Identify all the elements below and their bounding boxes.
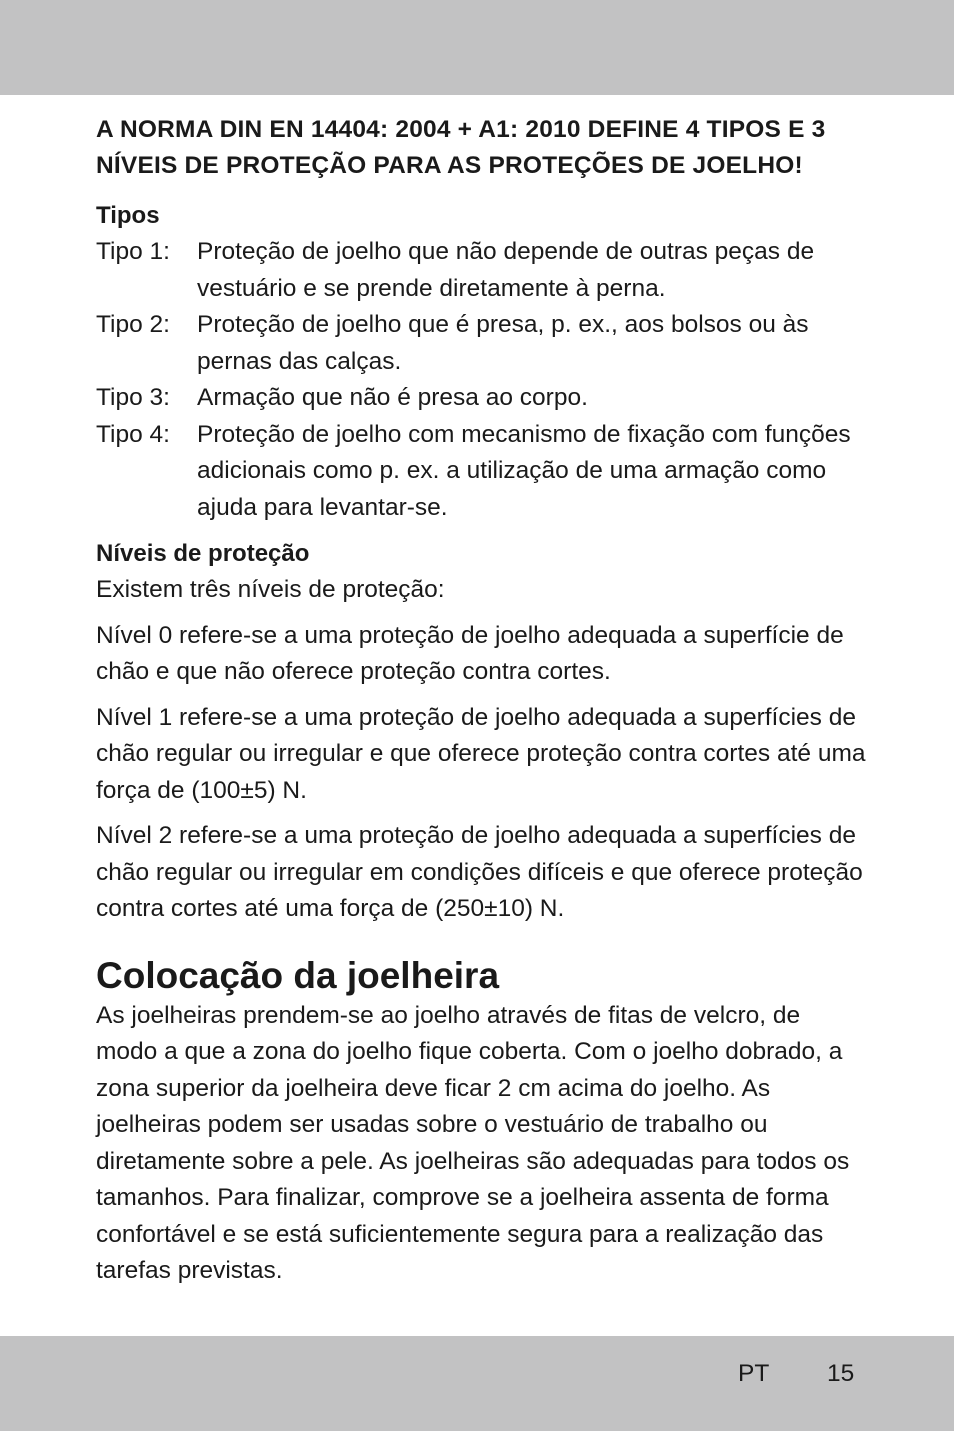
page-footer	[0, 1356, 954, 1396]
type-label: Tipo 4:	[96, 420, 170, 448]
list-item	[96, 380, 866, 417]
type-label: Tipo 1:	[96, 238, 170, 265]
type-description: Proteção de joelho que não depende de outras peças de vestuário e se prende diretamente à perna.	[197, 238, 815, 302]
page-content	[96, 112, 866, 1290]
page-number: 15	[827, 1360, 855, 1387]
type-description: Proteção de joelho que é presa, p. ex., aos bolsos ou às pernas das calças.	[197, 311, 809, 375]
level-0-paragraph: Nível 0 refere-se a uma proteção de joelho adequada a superfície de chão e que não oferece proteção contra cortes.	[96, 621, 844, 685]
level-1-paragraph: Nível 1 refere-se a uma proteção de joelho adequada a superfícies de chão regular ou irregular e que oferece proteção contra cortes até uma força de (100±5) N.	[96, 703, 866, 804]
type-label: Tipo 2:	[96, 311, 170, 338]
list-item	[96, 307, 866, 380]
type-description: Armação que não é presa ao corpo.	[197, 384, 588, 411]
list-item	[96, 234, 866, 307]
levels-title: Níveis de proteção	[96, 540, 310, 567]
placement-paragraph: As joelheiras prendem-se ao joelho através de fitas de velcro, de modo a que a zona do joelho fique coberta. Com o joelho dobrado, a zona superior da joelheira deve ficar 2 cm acima do joelho. As joelheiras podem ser usadas sobre o vestuário de trabalho ou diretamente sobre a pele. As joelheiras são adequadas para todos os tamanhos. Para finalizar, comprove se a joelheira assenta de forma confortável e se está suficientemente segura para a realização das tarefas previstas.	[96, 1001, 850, 1284]
list-item	[96, 417, 866, 527]
types-list	[96, 234, 866, 526]
type-description: Proteção de joelho com mecanismo de fixação com funções adicionais como p. ex. a utilização de uma armação como ajuda para levantar-se.	[197, 420, 851, 521]
types-title: Tipos	[96, 202, 160, 229]
header-band	[0, 0, 954, 95]
type-label: Tipo 3:	[96, 384, 170, 411]
level-2-paragraph: Nível 2 refere-se a uma proteção de joelho adequada a superfícies de chão regular ou irregular em condições difíceis e que oferece proteção contra cortes até uma força de (250±10) N.	[96, 822, 863, 922]
norm-intro-heading: A NORMA DIN EN 14404: 2004 + A1: 2010 DEFINE 4 TIPOS E 3 NÍVEIS DE PROTEÇÃO PARA AS PROTEÇÕES DE JOELHO!	[96, 116, 826, 179]
language-code: PT	[738, 1360, 770, 1387]
levels-intro: Existem três níveis de proteção:	[96, 576, 445, 603]
placement-heading: Colocação da joelheira	[96, 954, 500, 996]
